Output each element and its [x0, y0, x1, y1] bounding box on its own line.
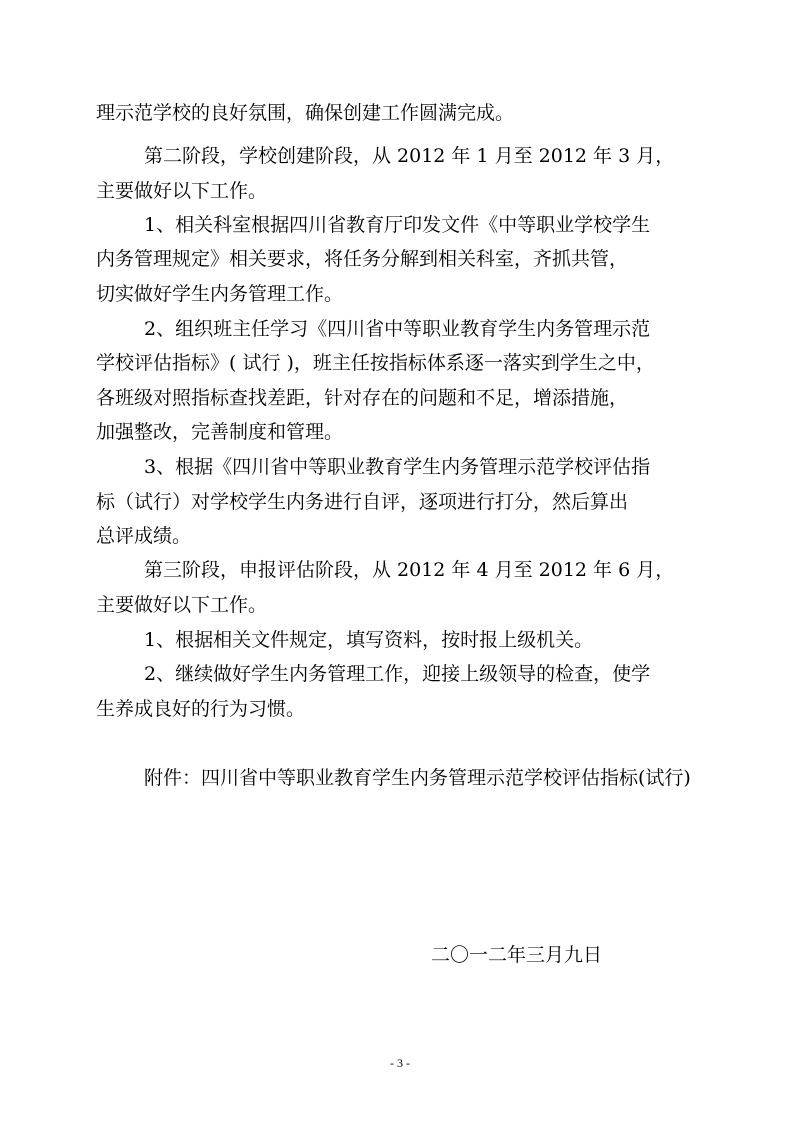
paragraph-line: 各班级对照指标查找差距，针对存在的问题和不足，增添措施， [96, 387, 629, 409]
paragraph-line: 第三阶段，申报评估阶段，从 2012 年 4 月至 2012 年 6 月， [144, 559, 675, 581]
paragraph-line: 总评成绩。 [96, 525, 192, 547]
paragraph-line: 3、根据《四川省中等职业教育学生内务管理示范学校评估指 [144, 456, 651, 478]
paragraph-line: 1、相关科室根据四川省教育厅印发文件《中等职业学校学生 [144, 214, 651, 236]
paragraph-line: 学校评估指标》( 试行 )，班主任按指标体系逐一落实到学生之中， [96, 352, 655, 374]
paragraph-line: 内务管理规定》相关要求，将任务分解到相关科室，齐抓共管， [96, 248, 629, 270]
paragraph-line: 主要做好以下工作。 [96, 594, 268, 616]
paragraph-line: 第二阶段，学校创建阶段，从 2012 年 1 月至 2012 年 3 月， [144, 145, 675, 167]
paragraph-line: 生养成良好的行为习惯。 [96, 698, 306, 720]
document-date: 二〇一二年三月九日 [431, 944, 603, 966]
paragraph-line: 理示范学校的良好氛围，确保创建工作圆满完成。 [96, 102, 515, 124]
paragraph-line: 2、组织班主任学习《四川省中等职业教育学生内务管理示范 [144, 318, 651, 340]
paragraph-line: 主要做好以下工作。 [96, 180, 268, 202]
paragraph-line: 标（试行）对学校学生内务进行自评，逐项进行打分，然后算出 [96, 491, 629, 513]
page-number: - 3 - [390, 1056, 410, 1070]
paragraph-line: 切实做好学生内务管理工作。 [96, 283, 344, 305]
paragraph-line: 1、根据相关文件规定，填写资料，按时报上级机关。 [144, 629, 594, 651]
attachment-line: 附件：四川省中等职业教育学生内务管理示范学校评估指标(试行) [144, 767, 691, 789]
paragraph-line: 加强整改，完善制度和管理。 [96, 421, 344, 443]
paragraph-line: 2、继续做好学生内务管理工作，迎接上级领导的检查，使学 [144, 663, 651, 685]
